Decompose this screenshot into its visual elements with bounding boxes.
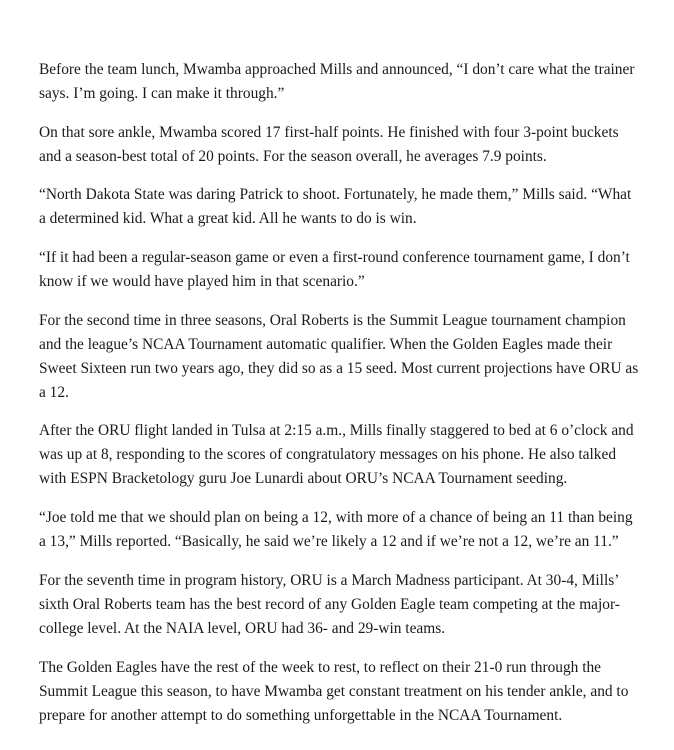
paragraph-rest-of-week: The Golden Eagles have the rest of the week to rest, to reflect on their 21-0 run through the Summit League this season, to have Mwamba get constant treatment on his tender ankle, and to prepare for another attempt to do something unforgettable in the NCAA Tournament. bbox=[39, 658, 629, 724]
paragraph-mills-quote-scenario: “If it had been a regular-season game or even a first-round conference tournament game, I don’t know if we would have played him in that scenario.” bbox=[39, 249, 630, 291]
paragraph-mills-quote-determined: “North Dakota State was daring Patrick to shoot. Fortunately, he made them,” Mills said. “What a determined kid. What a great kid. All he wants to do is win. bbox=[39, 186, 632, 228]
paragraph-lunch-announcement: Before the team lunch, Mwamba approached Mills and announced, “I don’t care what the trainer says. I’m going. I can make it through.” bbox=[39, 61, 635, 102]
paragraph-summit-champion: For the second time in three seasons, Oral Roberts is the Summit League tournament champion and the league’s NCAA Tournament automatic qualifier. When the Golden Eagles made their Sweet Sixteen run two years ago, they did so as a 15 seed. Most current projections have ORU as a 12. bbox=[39, 311, 639, 401]
paragraph-flight-landed: After the ORU flight landed in Tulsa at 2:15 a.m., Mills finally staggered to bed at 6 o’clock and was up at 8, responding to the scores of congratulatory messages on his phone. He also talked with ESPN Bracketology guru Joe Lunardi about ORU’s NCAA Tournament seeding. bbox=[39, 422, 634, 488]
paragraph-lunardi-quote: “Joe told me that we should plan on being a 12, with more of a chance of being an 11 than being a 13,” Mills reported. “Basically, he said we’re likely a 12 and if we’re not a 12, we’re an 11.” bbox=[39, 509, 633, 551]
paragraph-program-history: For the seventh time in program history, ORU is a March Madness participant. At 30-4, Mills’ sixth Oral Roberts team has the best record of any Golden Eagle team competing at the major-college level. At the NAIA level, ORU had 36- and 29-win teams. bbox=[39, 571, 620, 637]
article-body bbox=[39, 58, 639, 742]
paragraph-scoring: On that sore ankle, Mwamba scored 17 first-half points. He finished with four 3-point buckets and a season-best total of 20 points. For the season overall, he averages 7.9 points. bbox=[39, 123, 619, 165]
